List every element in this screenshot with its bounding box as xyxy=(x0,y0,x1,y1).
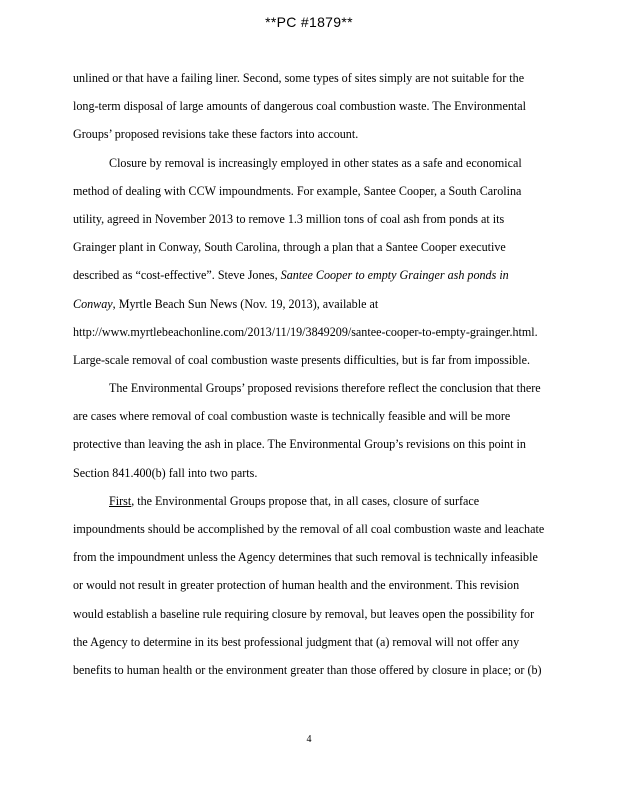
line-segment: in all cases, closure of surface xyxy=(331,493,480,508)
inserted-comma: , xyxy=(328,493,332,508)
text-line: unlined or that have a failing liner. Second, some types of sites simply are not suitable for the xyxy=(73,71,525,85)
line-segment: , the Environmental Groups propose that xyxy=(131,493,329,508)
text-line: from the impoundment unless the Agency determines that such removal is technically infeasible xyxy=(73,550,538,565)
text-line: impoundments should be accomplished by the removal of all coal combustion waste and leachate xyxy=(73,522,545,536)
page-number: 4 xyxy=(306,734,312,745)
text-line: Grainger plant in Conway, South Carolina, through a plan that a Santee Cooper executive xyxy=(73,240,506,255)
paragraph-start-line: The Environmental Groups’ proposed revisions therefore reflect the conclusion that there xyxy=(109,381,541,396)
citation-title-end: Conway xyxy=(73,296,113,311)
citation-url-line: http://www.myrtlebeachonline.com/2013/11/19/3849209/santee-cooper-to-empty-grainger.html. xyxy=(73,324,538,339)
paragraph-start-line: Closure by removal is increasingly employed in other states as a safe and economical xyxy=(109,155,522,170)
citation-line xyxy=(73,290,583,318)
docket-header: **PC #1879** xyxy=(265,14,353,30)
citation-source: , Myrtle Beach Sun News (Nov. 19, 2013), available at xyxy=(112,296,379,311)
first-emphasis: First xyxy=(109,493,132,508)
text-line: utility, agreed in November 2013 to remove 1.3 million tons of coal ash from ponds at its xyxy=(73,211,505,226)
text-line: method of dealing with CCW impoundments. For example, Santee Cooper, a South Carolina xyxy=(73,183,522,198)
text-line: or would not result in greater protection of human health and the environment. This revision xyxy=(73,578,520,593)
text-line: would establish a baseline rule requiring closure by removal, but leaves open the possibility for xyxy=(73,606,535,621)
citation-line xyxy=(73,261,583,289)
text-line: Large-scale removal of coal combustion waste presents difficulties, but is far from impossible. xyxy=(73,352,530,367)
text-line: Section 841.400(b) fall into two parts. xyxy=(73,465,258,480)
citation-author: described as “cost-effective”. Steve Jones, xyxy=(73,268,281,283)
text-line: are cases where removal of coal combustion waste is technically feasible and will be more xyxy=(73,409,511,424)
document-body xyxy=(73,64,583,684)
citation-title: Santee Cooper to empty Grainger ash ponds in xyxy=(280,268,509,283)
paragraph-start-line xyxy=(73,487,583,515)
text-line: protective than leaving the ash in place. The Environmental Group’s revisions on this point in xyxy=(73,437,526,452)
text-line: Groups’ proposed revisions take these factors into account. xyxy=(73,127,359,142)
text-line: the Agency to determine in its best professional judgment that (a) removal will not offer any xyxy=(73,634,520,649)
text-line: benefits to human health or the environment greater than those offered by closure in place; or (b) xyxy=(73,662,542,677)
text-line: long-term disposal of large amounts of dangerous coal combustion waste. The Environmental xyxy=(73,99,526,114)
